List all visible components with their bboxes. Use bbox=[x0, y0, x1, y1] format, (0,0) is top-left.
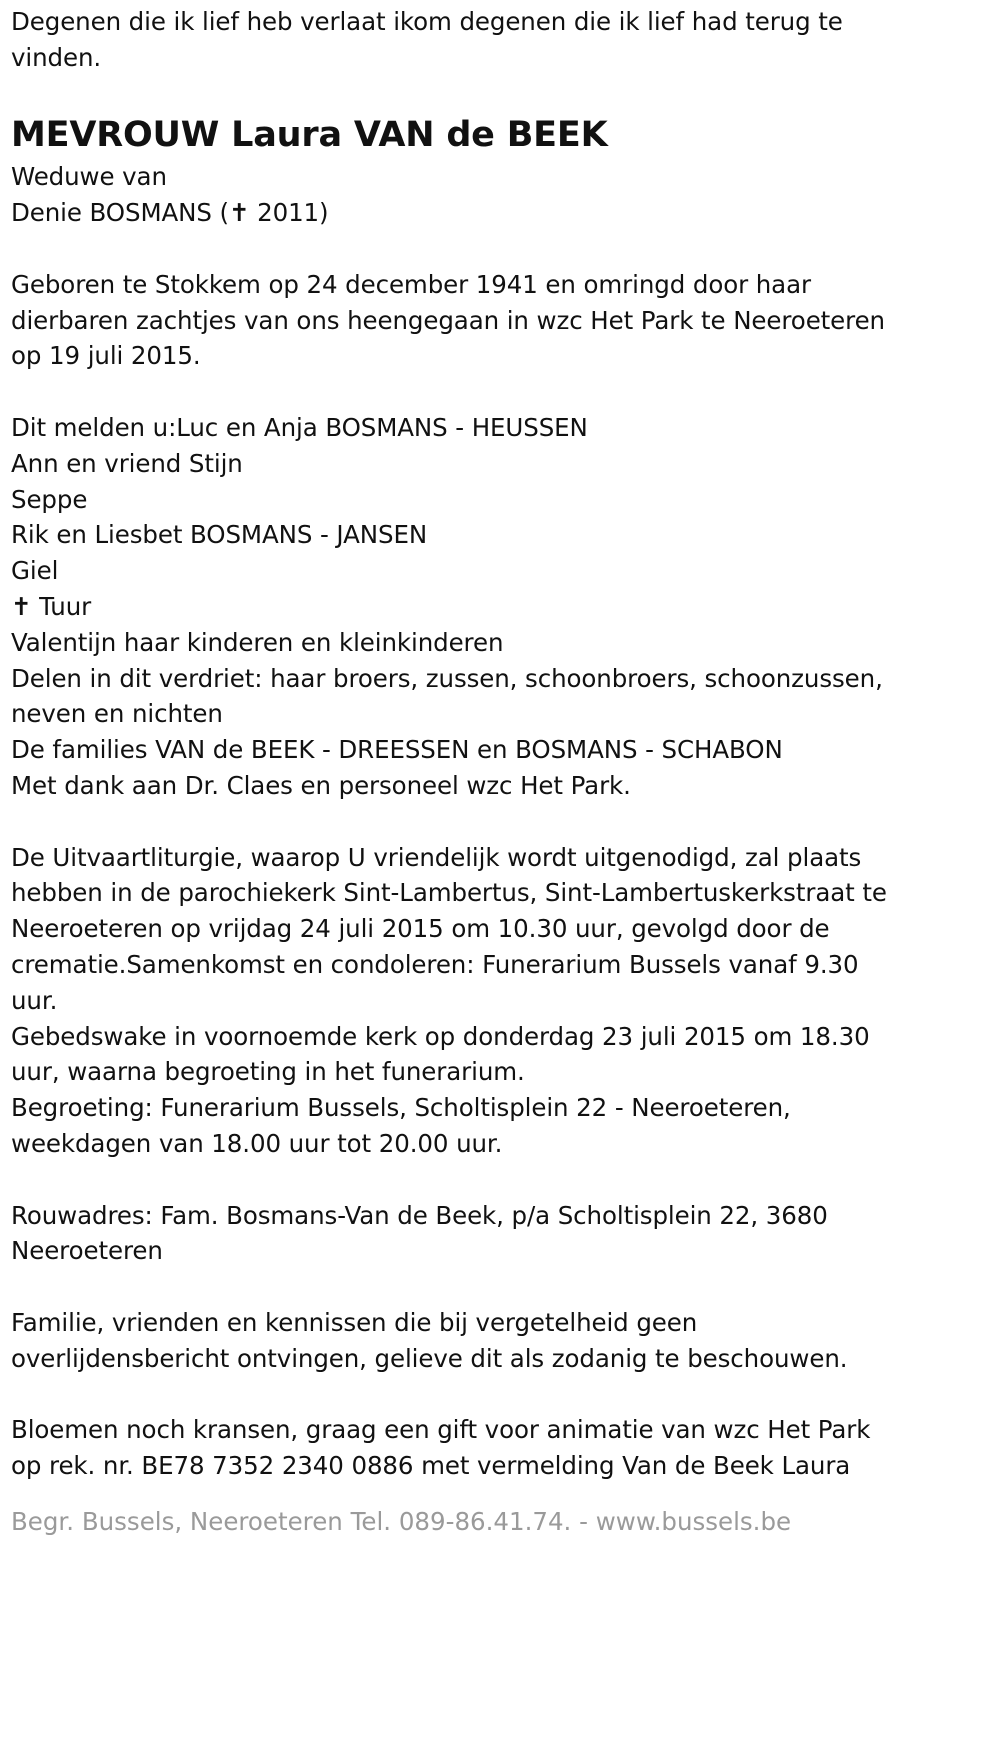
family-line: Dit melden u:Luc en Anja BOSMANS - HEUSSEN bbox=[11, 412, 588, 442]
flowers-line: Bloemen noch kransen, graag een gift voor animatie van wzc Het Park bbox=[11, 1415, 871, 1445]
ceremony-line: weekdagen van 18.00 uur tot 20.00 uur. bbox=[11, 1128, 503, 1158]
ceremony-line: hebben in de parochiekerk Sint-Lambertus, Sint-Lambertuskerkstraat te bbox=[11, 878, 887, 908]
ceremony-line: uur. bbox=[11, 985, 58, 1015]
family-line: ✝ Tuur bbox=[11, 591, 92, 621]
obituary-page bbox=[11, 0, 986, 1540]
intro-quote bbox=[11, 4, 986, 76]
address-line: Neeroeteren bbox=[11, 1236, 163, 1266]
spouse-info bbox=[11, 159, 986, 231]
spouse-line: Weduwe van bbox=[11, 162, 167, 192]
family-line: Valentijn haar kinderen en kleinkinderen bbox=[11, 627, 504, 657]
ceremony-line: De Uitvaartliturgie, waarop U vriendelijk wordt uitgenodigd, zal plaats bbox=[11, 842, 862, 872]
intro-line: vinden. bbox=[11, 42, 102, 72]
family-line: Ann en vriend Stijn bbox=[11, 448, 243, 478]
ceremony-line: uur, waarna begroeting in het funerarium. bbox=[11, 1057, 525, 1087]
notice-line: Familie, vrienden en kennissen die bij vergetelheid geen bbox=[11, 1307, 698, 1337]
ceremony-paragraph bbox=[11, 840, 986, 1162]
funeral-home-footer: Begr. Bussels, Neeroeteren Tel. 089-86.41.74. - www.bussels.be bbox=[11, 1506, 792, 1536]
ceremony-line: Neeroeteren op vrijdag 24 juli 2015 om 10.30 uur, gevolgd door de bbox=[11, 914, 830, 944]
spouse-line: Denie BOSMANS (✝ 2011) bbox=[11, 198, 329, 228]
paragraph-line: Geboren te Stokkem op 24 december 1941 en omringd door haar bbox=[11, 269, 811, 299]
paragraph-line: dierbaren zachtjes van ons heengegaan in wzc Het Park te Neeroeteren bbox=[11, 305, 885, 335]
flowers-line: op rek. nr. BE78 7352 2340 0886 met vermelding Van de Beek Laura bbox=[11, 1451, 851, 1481]
address-line: Rouwadres: Fam. Bosmans-Van de Beek, p/a Scholtisplein 22, 3680 bbox=[11, 1200, 828, 1230]
ceremony-line: Gebedswake in voornoemde kerk op donderdag 23 juli 2015 om 18.30 bbox=[11, 1021, 870, 1051]
family-line: neven en nichten bbox=[11, 699, 223, 729]
family-line: Giel bbox=[11, 556, 59, 586]
flowers-paragraph bbox=[11, 1412, 986, 1484]
ceremony-line: crematie.Samenkomst en condoleren: Funerarium Bussels vanaf 9.30 bbox=[11, 949, 859, 979]
family-line: Met dank aan Dr. Claes en personeel wzc Het Park. bbox=[11, 770, 631, 800]
paragraph-line: op 19 juli 2015. bbox=[11, 341, 201, 371]
notice-paragraph bbox=[11, 1305, 986, 1377]
deceased-name: MEVROUW Laura VAN de BEEK bbox=[11, 115, 608, 156]
family-line: Rik en Liesbet BOSMANS - JANSEN bbox=[11, 520, 428, 550]
address-paragraph bbox=[11, 1198, 986, 1270]
family-line: Seppe bbox=[11, 484, 88, 514]
ceremony-line: Begroeting: Funerarium Bussels, Scholtisplein 22 - Neeroeteren, bbox=[11, 1093, 791, 1123]
family-paragraph bbox=[11, 410, 986, 804]
intro-line: Degenen die ik lief heb verlaat ikom degenen die ik lief had terug te bbox=[11, 7, 843, 36]
notice-line: overlijdensbericht ontvingen, gelieve dit als zodanig te beschouwen. bbox=[11, 1343, 848, 1373]
family-line: De families VAN de BEEK - DREESSEN en BOSMANS - SCHABON bbox=[11, 735, 783, 765]
birth-death-paragraph bbox=[11, 267, 986, 374]
family-line: Delen in dit verdriet: haar broers, zussen, schoonbroers, schoonzussen, bbox=[11, 663, 883, 693]
